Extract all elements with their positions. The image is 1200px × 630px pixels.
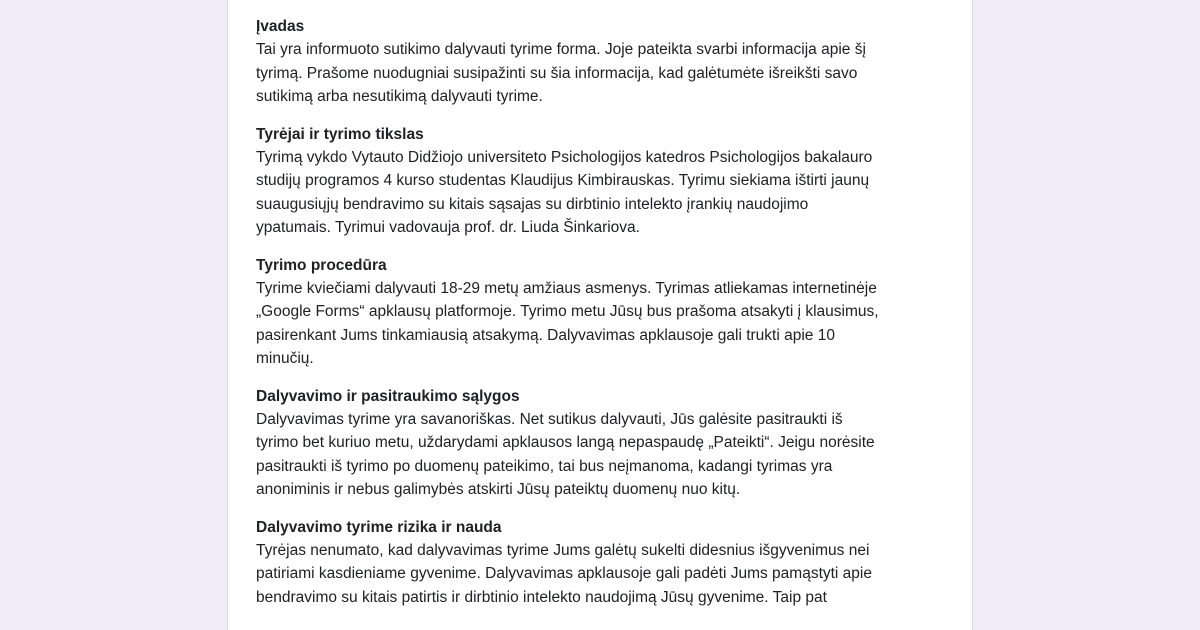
section-text bbox=[256, 539, 944, 610]
section-text bbox=[256, 408, 944, 502]
text-line: Tyrime kviečiami dalyvauti 18-29 metų amžiaus asmenys. Tyrimas atliekamas internetinėje bbox=[256, 279, 877, 297]
text-line: patiriami kasdieniame gyvenime. Dalyvavimas apklausoje gali padėti Jums pamąstyti apie bbox=[256, 565, 872, 582]
section-text bbox=[256, 277, 944, 371]
text-line: pasirenkant Jums tinkamiausią atsakymą. Dalyvavimas apklausoje gali trukti apie 10 bbox=[256, 326, 835, 344]
section-heading: Dalyvavimo tyrime rizika ir nauda bbox=[256, 518, 502, 536]
text-line: anoniminis ir nebus galimybės atskirti Jūsų pateiktų duomenų nuo kitų. bbox=[256, 481, 741, 498]
section-intro bbox=[256, 16, 944, 109]
text-line: minučių. bbox=[256, 350, 314, 367]
text-line: pasitraukti iš tyrimo po duomenų pateikimo, tai bus neįmanoma, kadangi tyrimas yra bbox=[256, 457, 833, 475]
text-line: suaugusiųjų bendravimo su kitais sąsajas su dirbtinio intelekto įrankių naudojimo bbox=[256, 195, 809, 213]
text-line: „Google Forms“ apklausų platformoje. Tyrimo metu Jūsų bus prašoma atsakyti į klausimus, bbox=[256, 303, 879, 320]
text-line: studijų programos 4 kurso studentas Klaudijus Kimbirauskas. Tyrimu siekiama ištirti jaunų bbox=[256, 172, 870, 189]
section-heading: Tyrėjai ir tyrimo tikslas bbox=[256, 125, 424, 143]
section-heading: Tyrimo procedūra bbox=[256, 256, 387, 274]
text-line: bendravimo su kitais patirtis ir dirbtinio intelekto naudojimą Jūsų gyvenime. Taip pat bbox=[256, 588, 827, 606]
section-participation-conditions bbox=[256, 386, 944, 502]
text-line: Tyrėjas nenumato, kad dalyvavimas tyrime Jums galėtų sukelti didesnius išgyvenimus nei bbox=[256, 541, 870, 559]
text-line: sutikimą arba nesutikimą dalyvauti tyrime. bbox=[256, 88, 543, 105]
text-line: tyrimą. Prašome nuodugniai susipažinti su šia informacija, kad galėtumėte išreikšti savo bbox=[256, 64, 858, 82]
section-heading: Įvadas bbox=[256, 18, 305, 35]
section-text bbox=[256, 38, 944, 109]
section-heading: Dalyvavimo ir pasitraukimo sąlygos bbox=[256, 387, 520, 405]
section-procedure bbox=[256, 255, 944, 371]
text-line: tyrimo bet kuriuo metu, uždarydami apklausos langą nepaspaudę „Pateikti“. Jeigu norėsite bbox=[256, 434, 875, 451]
text-line: ypatumais. Tyrimui vadovauja prof. dr. Liuda Šinkariova. bbox=[256, 219, 640, 236]
text-line: Tyrimą vykdo Vytauto Didžiojo universiteto Psichologijos katedros Psichologijos bakalauro bbox=[256, 148, 873, 166]
section-risk-and-benefit bbox=[256, 517, 944, 610]
section-researchers-and-aim bbox=[256, 124, 944, 240]
form-description-card bbox=[227, 0, 973, 630]
text-line: Dalyvavimas tyrime yra savanoriškas. Net sutikus dalyvauti, Jūs galėsite pasitraukti iš bbox=[256, 410, 843, 428]
text-line: Tai yra informuoto sutikimo dalyvauti tyrime forma. Joje pateikta svarbi informacija apie šį bbox=[256, 41, 866, 58]
section-text bbox=[256, 146, 944, 240]
